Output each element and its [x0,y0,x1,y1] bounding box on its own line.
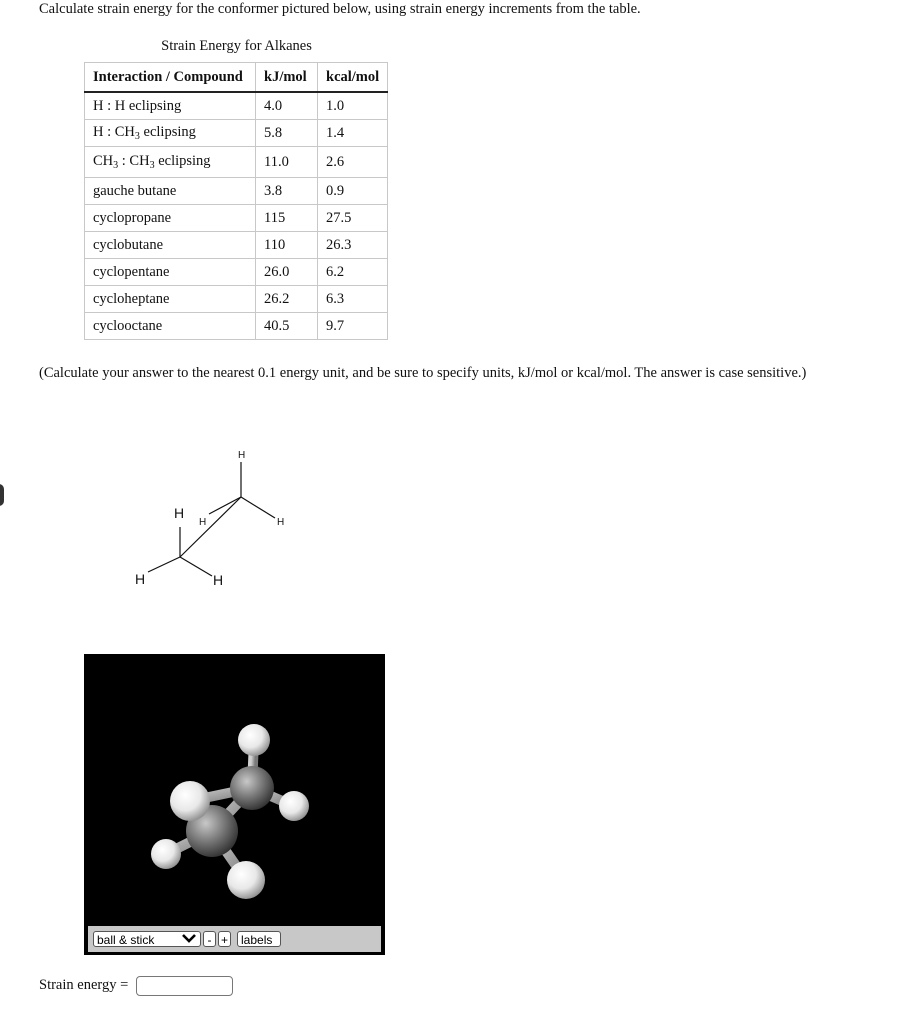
atom-label: H [277,517,285,528]
row-name [85,120,256,147]
bond-line [241,497,275,518]
labels-toggle-button[interactable]: labels [237,931,281,947]
row-name: cyclooctane [85,313,256,340]
render-mode-select[interactable] [93,931,201,947]
question-prompt: Calculate strain energy for the conformer pictured below, using strain energy increments from the table. [39,1,641,17]
subscript: 3 [113,160,119,171]
row-kcal: 1.4 [318,120,388,147]
table-row [85,205,388,232]
strain-energy-label: Strain energy = [39,977,129,993]
carbon-atom [230,766,274,810]
row-kj: 26.0 [256,259,318,286]
molecule-viewer[interactable] [84,654,385,955]
zoom-in-button[interactable]: + [218,931,231,947]
name-part: H : CH [93,124,135,140]
subscript: 3 [134,131,140,142]
table-row [85,313,388,340]
row-kcal: 6.2 [318,259,388,286]
subscript: 3 [149,160,155,171]
row-kj: 115 [256,205,318,232]
bond-lines [148,462,275,576]
atom-label: H [238,450,246,461]
row-name [85,147,256,178]
strain-energy-input[interactable] [136,976,233,996]
row-name: cycloheptane [85,286,256,313]
row-kj: 110 [256,232,318,259]
header-kj: kJ/mol [256,63,318,93]
zoom-out-button[interactable]: - [203,931,216,947]
table-row [85,120,388,147]
hydrogen-atom [227,861,265,899]
row-kcal: 9.7 [318,313,388,340]
row-kj: 5.8 [256,120,318,147]
row-kcal: 6.3 [318,286,388,313]
row-kj: 11.0 [256,147,318,178]
atom-label: H [174,505,185,521]
answer-instructions: (Calculate your answer to the nearest 0.1 energy unit, and be sure to specify units, kJ/mol or kcal/mol. The answer is case sensitive.) [39,365,807,381]
hydrogen-atom [279,791,309,821]
row-name: H : H eclipsing [85,92,256,120]
hydrogen-atom [151,839,181,869]
name-part: eclipsing [154,153,211,169]
row-kj: 40.5 [256,313,318,340]
bond-line [148,557,180,572]
row-kj: 26.2 [256,286,318,313]
hydrogen-atom [238,724,270,756]
table-row [85,286,388,313]
table-header-row [85,63,388,93]
bond-line [209,497,241,514]
atom-label: H [199,517,207,528]
row-kcal: 2.6 [318,147,388,178]
atom-label: H [213,572,224,588]
name-part: CH [93,153,114,169]
hydrogen-atom [170,781,210,821]
row-kcal: 1.0 [318,92,388,120]
sawhorse-structure [120,440,320,600]
table-row [85,147,388,178]
row-kj: 3.8 [256,178,318,205]
row-kcal: 26.3 [318,232,388,259]
table-row [85,92,388,120]
table-caption: Strain Energy for Alkanes [161,38,312,54]
viewer-toolbar [88,926,381,952]
render-mode-value: ball & stick [97,933,155,947]
row-name: gauche butane [85,178,256,205]
table-row [85,259,388,286]
header-kcal: kcal/mol [318,63,388,93]
row-name: cyclopropane [85,205,256,232]
row-name: cyclobutane [85,232,256,259]
row-name: cyclopentane [85,259,256,286]
row-kj: 4.0 [256,92,318,120]
name-part: eclipsing [139,124,196,140]
header-interaction: Interaction / Compound [85,63,256,93]
strain-energy-table [84,62,388,340]
table-row [85,232,388,259]
bond-line [180,557,212,576]
page-edge-handle [0,484,4,506]
chevron-down-icon [181,932,197,948]
molecule-model[interactable] [84,654,385,955]
name-part: : CH [118,153,150,169]
atom-label: H [135,571,146,587]
table-row [85,178,388,205]
bond-line [180,497,241,557]
row-kcal: 0.9 [318,178,388,205]
row-kcal: 27.5 [318,205,388,232]
